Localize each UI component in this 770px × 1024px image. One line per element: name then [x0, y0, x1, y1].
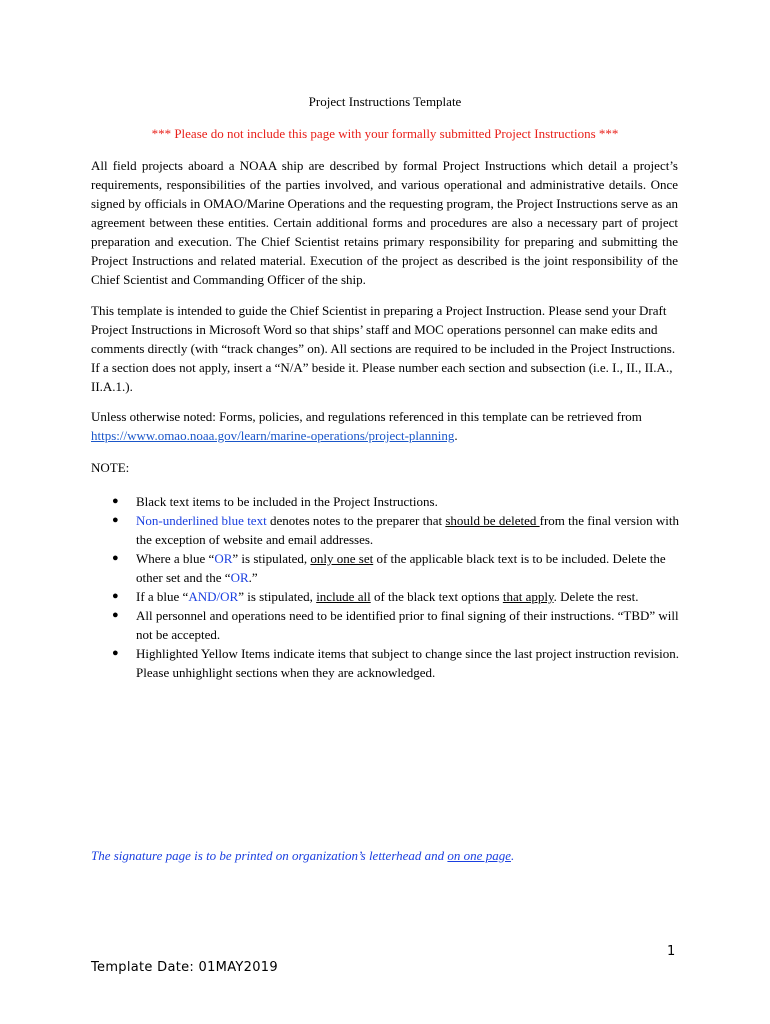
page-number: 1 [667, 944, 676, 959]
bullet-text: of the black text options [370, 589, 503, 604]
list-item [91, 492, 681, 511]
underlined-text: include all [316, 589, 371, 604]
underlined-text: only one set [310, 551, 374, 566]
signature-text: The signature page is to be printed on organization’s letterhead and [91, 848, 448, 863]
note-label: NOTE: [91, 460, 130, 475]
list-item [91, 549, 681, 587]
bullet-text: Where a blue “ [136, 551, 215, 566]
underlined-text: should be deleted [445, 513, 540, 528]
project-planning-link[interactable]: https://www.omao.noaa.gov/learn/marine-operations/project-planning [91, 428, 455, 443]
forms-reference-end: . [454, 428, 458, 443]
signature-note [91, 848, 691, 864]
template-guidance-paragraph: This template is intended to guide the Chief Scientist in preparing a Project Instruction. Please send your Draft Project Instructions in Microsoft Word so that ships’ staff and MOC operations personnel can make edits and comments directly (with “track changes” on). All sections are required to be included in the Project Instructions. If a section does not apply, insert a “N/A” beside it. Please number each section and subsection (i.e. I., II., II.A., II.A.1.). [91, 303, 676, 394]
bullet-icon: ● [112, 552, 119, 564]
bullet-text: Highlighted Yellow Items indicate items that subject to change since the last project instruction revision. Please unhighlight sections when they are acknowledged. [136, 646, 679, 680]
list-item [91, 511, 681, 549]
list-item [91, 644, 681, 682]
footer-template-date: Template Date: 01MAY2019 [91, 960, 278, 975]
signature-text-end: . [510, 848, 515, 863]
bullet-text: Black text items to be included in the Project Instructions. [136, 494, 438, 509]
intro-paragraph: All field projects aboard a NOAA ship are described by formal Project Instructions which detail a project’s requirements, responsibilities of the parties involved, and various operational and administrative details. Once signed by officials in OMAO/Marine Operations and the requesting program, the Project Instructions serve as an agreement between these entities. Certain additional forms and procedures are also a necessary part of project preparation and execution. The Chief Scientist retains primary responsibility for preparing and submitting the Project Instructions and related material. Execution of the project as described is the joint responsibility of the Chief Scientist and Commanding Officer of the ship. [91, 158, 678, 287]
bullet-text: denotes notes to the preparer that [266, 513, 446, 528]
bullet-text: All personnel and operations need to be identified prior to final signing of their instructions. “TBD” will not be accepted. [136, 608, 679, 642]
list-item [91, 606, 681, 644]
forms-reference-text: Unless otherwise noted: Forms, policies, and regulations referenced in this template can be retrieved from [91, 409, 642, 424]
bullet-text: ” is stipulated, [232, 551, 311, 566]
blue-text: OR [214, 551, 233, 566]
bullet-text: ” is stipulated, [238, 589, 317, 604]
bullet-icon: ● [112, 609, 119, 621]
bullet-icon: ● [112, 590, 119, 602]
bullet-icon: ● [112, 647, 119, 659]
page-title: Project Instructions Template [308, 94, 462, 109]
bullet-text: .” [248, 570, 258, 585]
note-bullet-list [91, 492, 681, 682]
underlined-text: that apply [502, 589, 554, 604]
list-item [91, 587, 681, 606]
blue-text: Non-underlined blue text [136, 513, 267, 528]
forms-reference-paragraph [91, 407, 678, 445]
blue-text: OR [230, 570, 249, 585]
bullet-icon: ● [112, 495, 119, 507]
bullet-text: . Delete the rest. [553, 589, 639, 604]
bullet-text: from the final version with the exception of website and email addresses. [136, 513, 679, 547]
bullet-text: If a blue “ [136, 589, 189, 604]
blue-text: AND/OR [188, 589, 239, 604]
bullet-icon: ● [112, 514, 119, 526]
bullet-text: of the applicable black text is to be included. Delete the other set and the “ [136, 551, 666, 585]
underlined-text: on one page [447, 848, 511, 863]
warning-notice: *** Please do not include this page with your formally submitted Project Instructions *** [151, 126, 619, 141]
